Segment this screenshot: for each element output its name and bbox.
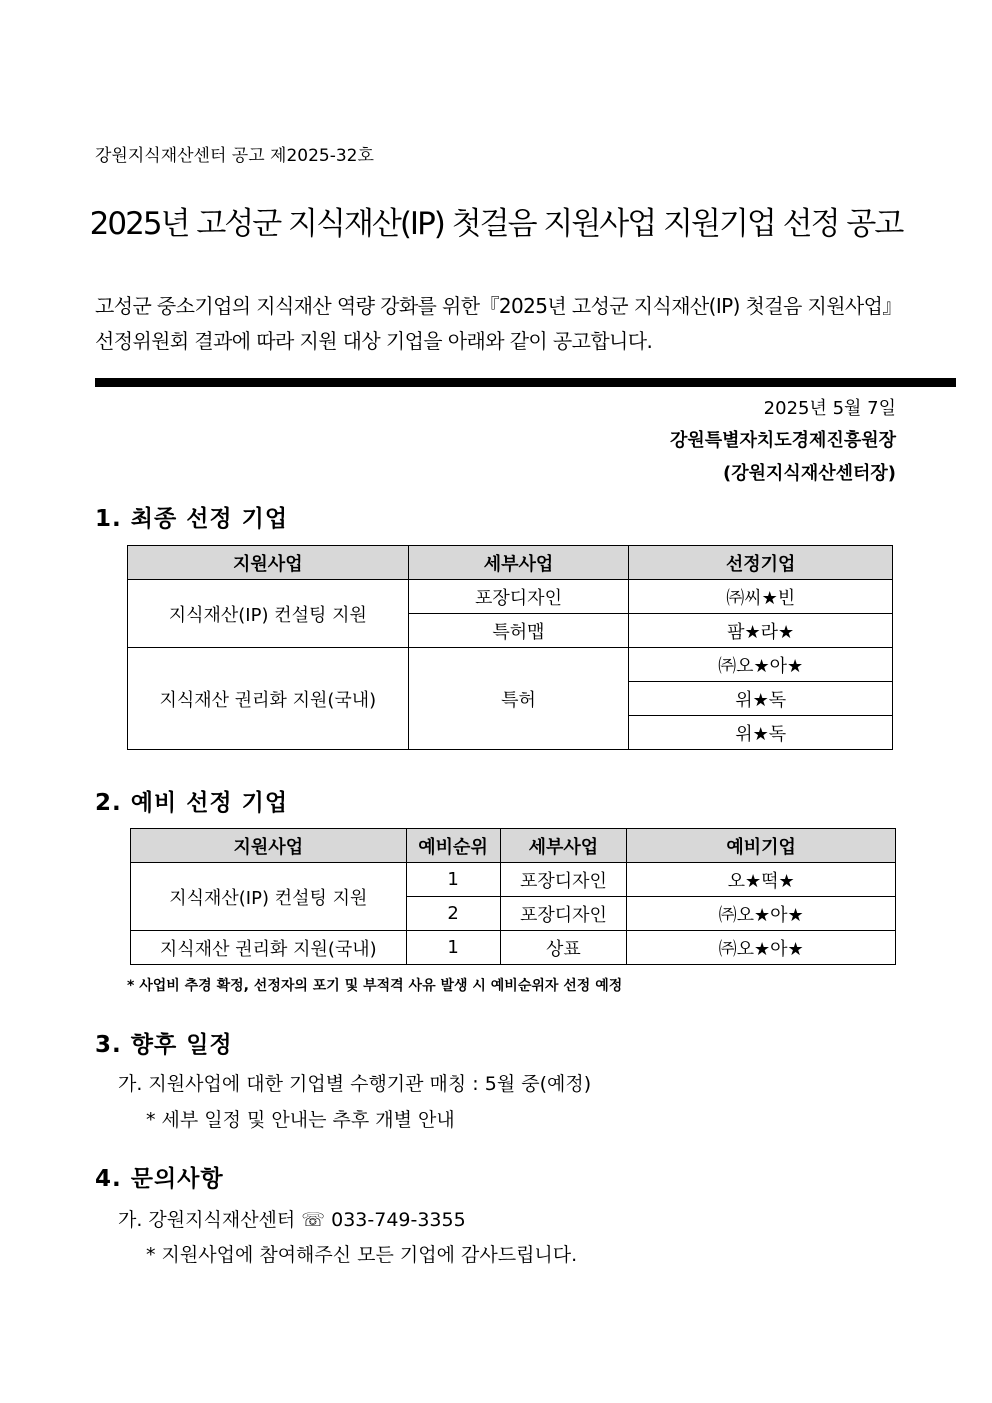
- notice-number: 강원지식재산센터 공고 제2025-32호: [95, 146, 374, 166]
- sub-program-cell: 특허: [408, 648, 629, 750]
- company-cell: 팜★라★: [629, 614, 893, 648]
- sub-program-cell: 특허맵: [408, 614, 629, 648]
- contact-item: 가. 강원지식재산센터 ☏ 033-749-3355: [118, 1209, 466, 1231]
- company-cell: 위★독: [629, 682, 893, 716]
- col-header: 예비기업: [627, 829, 896, 863]
- company-cell: ㈜씨★빈: [629, 580, 893, 614]
- divider: [95, 378, 956, 387]
- section-reserve-heading: 2. 예비 선정 기업: [95, 790, 289, 816]
- intro-line-2: 선정위원회 결과에 따라 지원 대상 기업을 아래와 같이 공고합니다.: [95, 329, 653, 353]
- intro-line-1: 고성군 중소기업의 지식재산 역량 강화를 위한『2025년 고성군 지식재산(IP) 첫걸음 지원사업』: [95, 294, 902, 318]
- contact-subnote: * 지원사업에 참여해주신 모든 기업에 감사드립니다.: [146, 1244, 578, 1266]
- rank-cell: 1: [406, 863, 500, 897]
- table-header-row: [131, 829, 896, 863]
- rank-cell: 2: [406, 897, 500, 931]
- rank-cell: 1: [406, 931, 500, 965]
- table-row: [131, 931, 896, 965]
- section-schedule-heading: 3. 향후 일정: [95, 1032, 233, 1058]
- program-cell: 지식재산(IP) 컨설팅 지원: [128, 580, 409, 648]
- sub-program-cell: 상표: [500, 931, 627, 965]
- reserve-note: * 사업비 추경 확정, 선정자의 포기 및 부적격 사유 발생 시 예비순위자 선정 예정: [127, 978, 623, 994]
- sub-program-cell: 포장디자인: [408, 580, 629, 614]
- issuer-title: 강원특별자치도경제진흥원장: [669, 430, 896, 451]
- page-title: 2025년 고성군 지식재산(IP) 첫걸음 지원사업 지원기업 선정 공고: [89, 206, 903, 242]
- col-header: 지원사업: [131, 829, 407, 863]
- table-row: [128, 580, 893, 614]
- company-cell: 오★떡★: [627, 863, 896, 897]
- final-selection-table: [127, 545, 893, 750]
- schedule-subnote: * 세부 일정 및 안내는 추후 개별 안내: [146, 1109, 455, 1131]
- col-header: 예비순위: [406, 829, 500, 863]
- table-header-row: [128, 546, 893, 580]
- col-header: 선정기업: [629, 546, 893, 580]
- sub-program-cell: 포장디자인: [500, 897, 627, 931]
- program-cell: 지식재산 권리화 지원(국내): [131, 931, 407, 965]
- section-final-heading: 1. 최종 선정 기업: [95, 506, 289, 532]
- table-row: [131, 863, 896, 897]
- col-header: 세부사업: [408, 546, 629, 580]
- notice-date: 2025년 5월 7일: [763, 398, 896, 419]
- company-cell: ㈜오★아★: [629, 648, 893, 682]
- program-cell: 지식재산 권리화 지원(국내): [128, 648, 409, 750]
- schedule-item: 가. 지원사업에 대한 기업별 수행기관 매칭 : 5월 중(예정): [118, 1073, 592, 1095]
- company-cell: ㈜오★아★: [627, 931, 896, 965]
- col-header: 지원사업: [128, 546, 409, 580]
- company-cell: 위★독: [629, 716, 893, 750]
- table-row: [128, 648, 893, 682]
- company-cell: ㈜오★아★: [627, 897, 896, 931]
- sub-program-cell: 포장디자인: [500, 863, 627, 897]
- section-contact-heading: 4. 문의사항: [95, 1166, 224, 1192]
- issuer-subtitle: (강원지식재산센터장): [723, 463, 896, 484]
- program-cell: 지식재산(IP) 컨설팅 지원: [131, 863, 407, 931]
- reserve-selection-table: [130, 828, 896, 965]
- col-header: 세부사업: [500, 829, 627, 863]
